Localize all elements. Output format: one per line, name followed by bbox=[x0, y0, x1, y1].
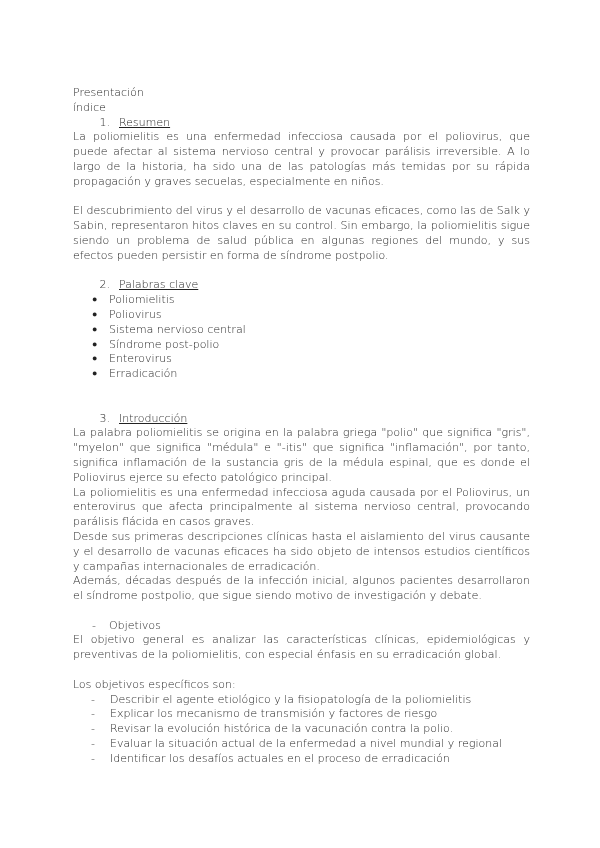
dash-icon: - bbox=[91, 722, 95, 736]
objectives-general: El objetivo general es analizar las características clínicas, epidemiológicas y preventivas de la poliomielitis, con especial énfasis en su erradicación global. bbox=[73, 633, 530, 662]
objectives-heading bbox=[73, 619, 530, 634]
resumen-paragraph-1: La poliomielitis es una enfermedad infecciosa causada por el poliovirus, que puede afectar al sistema nervioso central y provocar parálisis irreversible. A lo largo de la historia, ha sido una de las patologías más temidas por su rápida propagación y graves secuelas, especialmente en niños. bbox=[73, 130, 530, 188]
resumen-paragraph-2: El descubrimiento del virus y el desarrollo de vacunas eficaces, como las de Salk y Sabin, representaron hitos claves en su control. Sin embargo, la poliomielitis sigue siendo un problema de salud pública en algunas regiones del mundo, y sus efectos pueden persistir en forma de síndrome postpolio. bbox=[73, 204, 530, 262]
dash-icon: - bbox=[91, 707, 95, 721]
bullet-icon: ● bbox=[92, 369, 98, 380]
intro-paragraph-2: La poliomielitis es una enfermedad infecciosa aguda causada por el Poliovirus, un enterovirus que afecta principalmente al sistema nervioso central, provocando parálisis flácida en casos graves. bbox=[73, 485, 530, 529]
section-title: Introducción bbox=[119, 411, 188, 425]
list-item: ● Sistema nervioso central bbox=[73, 323, 530, 338]
section-number: 3. bbox=[99, 411, 110, 425]
bullet-icon: ● bbox=[92, 354, 98, 365]
section-heading-introduccion bbox=[73, 412, 530, 427]
objectives-title: Objetivos bbox=[109, 618, 161, 632]
bullet-icon: ● bbox=[92, 339, 98, 350]
list-item: ● Poliomielitis bbox=[73, 293, 530, 308]
list-item: ● Enterovirus bbox=[73, 352, 530, 367]
list-item: - Revisar la evolución histórica de la vacunación contra la polio. bbox=[73, 722, 530, 737]
section-title: Resumen bbox=[119, 115, 171, 129]
document-body bbox=[73, 86, 530, 767]
intro-paragraph-1: La palabra poliomielitis se origina en la palabra griega "polio" que significa "gris", "myelon" que significa "médula" e "-itis" que significa "inflamación", por tanto, significa inflamación de la sustancia gris de la médula espinal, que es donde el Poliovirus ejerce su efecto patológico principal. bbox=[73, 426, 530, 484]
keyword-list bbox=[73, 293, 530, 382]
list-item: ● Erradicación bbox=[73, 367, 530, 382]
list-item: ● Síndrome post-polio bbox=[73, 338, 530, 353]
presentation-label: Presentación bbox=[73, 86, 144, 99]
section-heading-resumen bbox=[73, 116, 530, 131]
dash-icon: - bbox=[91, 737, 95, 751]
list-item: - Evaluar la situación actual de la enfermedad a nivel mundial y regional bbox=[73, 737, 530, 752]
objectives-list bbox=[73, 693, 530, 767]
index-label: índice bbox=[73, 100, 106, 114]
dash-icon: - bbox=[91, 692, 95, 706]
bullet-icon: ● bbox=[92, 324, 98, 335]
list-item: - Describir el agente etiológico y la fisiopatología de la poliomielitis bbox=[73, 693, 530, 708]
section-number: 1. bbox=[99, 115, 110, 129]
bullet-icon: ● bbox=[92, 309, 98, 320]
section-heading-palabras-clave bbox=[73, 278, 530, 293]
objectives-specific-intro: Los objetivos específicos son: bbox=[73, 677, 236, 691]
list-item: - Identificar los desafíos actuales en el proceso de erradicación bbox=[73, 752, 530, 767]
list-item: - Explicar los mecanismo de transmisión y factores de riesgo bbox=[73, 707, 530, 722]
list-item: ● Poliovirus bbox=[73, 308, 530, 323]
dash-icon: - bbox=[92, 618, 96, 632]
intro-paragraph-4: Además, décadas después de la infección inicial, algunos pacientes desarrollaron el síndrome postpolio, que sigue siendo motivo de investigación y debate. bbox=[73, 574, 530, 603]
section-number: 2. bbox=[99, 278, 110, 292]
dash-icon: - bbox=[91, 751, 95, 765]
intro-paragraph-3: Desde sus primeras descripciones clínicas hasta el aislamiento del virus causante y el desarrollo de vacunas eficaces ha sido objeto de intensos estudios científicos y campañas internacionales de erradicación. bbox=[73, 529, 530, 573]
section-title: Palabras clave bbox=[119, 278, 199, 292]
bullet-icon: ● bbox=[92, 295, 98, 306]
